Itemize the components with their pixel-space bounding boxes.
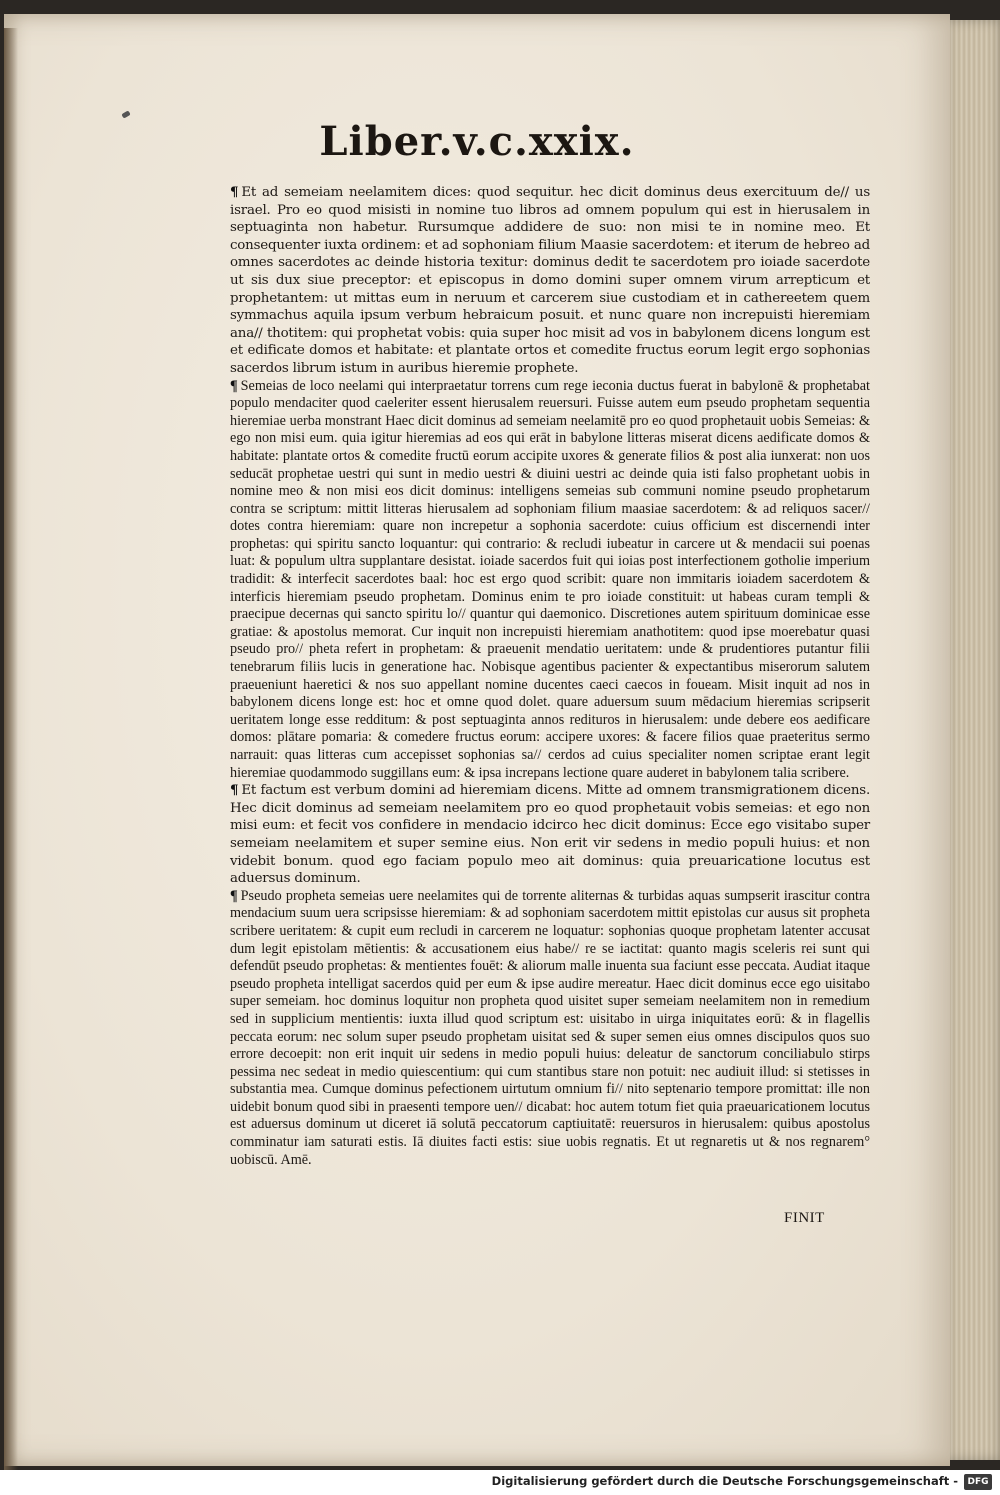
- paragraph-text: Et ad semeiam neelamitem dices: quod sequitur. hec dicit dominus deus exercituum de// us israel. Pro eo quod misisti in nomine tuo libros ad omnem populum qui est in hierusalem in septuaginta non habetur. Rursumque addidere de suo: non misi te in nomine meo. Et consequenter iuxta ordinem: et ad sophoniam filium Maasie sacerdotem: et iterum de hebreo ad omnes sacerdotes ac deinde historia texitur: dominus dedit te sacerdotem pro ioiade sacerdote ut sis dux siue preceptor: et episcopus in domo domini super omnem virum arrepticum et prophetantem: ut mittas eum in neruum et carcerem siue custodiam et in cathereetem quem symmachus aquila ipsum verbum hebraicum posuit. et nunc quare non increpuisti hieremiam ana// thotitem: qui prophetat vobis: quia super hoc misit ad vos in babylonem dicens longum est et edificate domos et habitate: et plantate ortos et comedite fructus eorum legit ergo sophonias sacerdos librum istum in auribus hieremie prophete.: [230, 185, 870, 376]
- paragraph-mark-icon: ¶: [230, 782, 239, 799]
- funding-credit: Digitalisierung gefördert durch die Deutsche Forschungsgemeinschaft -: [491, 1474, 958, 1488]
- paragraph-4: [230, 888, 870, 1170]
- paragraph-text: Semeias de loco neelami qui interpraetatur torrens cum rege ieconia ductus fuerat in babylonē & prophetabat populo mendaciter quod caeleriter essent hierusalem reuersuri. Fuisse autem eum pseudo prophetam sequentia hieremiae uerba monstrant Haec dicit dominus ad semeiam neelamitē pro eo quod prophetauit uobis Semeias: & ego non misi eum. quia igitur hieremias ad eos qui erāt in babylone litteras miserat dicens aedificate domos & habitate: plantate ortos & comedite fructū eorum accipite uxores & generate filios & post alia iunxerat: non uos seducāt prophetae uestri qui sunt in medio uestri & diuini uestri ac deinde quia isti falso prophetant uobis in nomine meo & non misi eos dicit dominus: intelligens semeias sub communi nomine pseudo prophetarum contra se scriptum: mittit litteras hierusalem ad sophoniam filium maasiae sacerdotem: & ad reliquos sacer// dotes contra hieremiam: quare non increpetur a sophonia sacerdote: cuius officium est discernendi inter prophetas: qui spiritu sancto loquantur: qui contrario: & recludi iubeatur in carcere ut & mendacii sui poenas luat: & populum ultra supplantare desistat. ioiade sacerdos fuit qui ioias post interfectionem gotholie imperium tradidit: & interfecit sacerdotes baal: hoc est ergo quod scribit: quare non immitaris ioiadem sacerdotem & interficis hieremiam pseudo prophetam. Dominus enim te pro ioiade constituit: ut habeas curam templi & praecipue decernas qui sancto spiritu lo// quantur qui daemonico. Discretiones autem spirituum dominicae esse gratiae: & apostolus memorat. Cur inquit non increpuisti hieremiam anathotitem: quod ipse moerebatur quasi pseudo pro// pheta refert in prophetam: & praeuenit mendatio ueritatem: unde & prudentiores putantur filii tenebrarum filiis lucis in generatione hac. Nobisque agentibus pacienter & expectantibus miserorum salutem praeueniunt haeretici & nos suo appellant nomine ducentes caeci caecos in foueam. Misit inquit ad nos in babylonem dicens longe est: hoc et omne quod dolet. quare aduersum suum mēdacium hieremias scripserit ueritatem longe esse redditum: & post septuaginta annos redituros in hierusalem: unde debere eos aedificare domos: plātare pomaria: & comedere fructus eorum: accipere uxores: & facere filios quae praeteritus sermo narrauit: quas litteras cum accepisset sophonias sa// cerdos ad cuius specialiter nomen scriptae erant legit hieremiae quodammodo suggillans eum: & ipsa increpans lectione quare auderet in babylonem talia scribere.: [230, 377, 870, 781]
- paragraph-mark-icon: ¶: [230, 184, 239, 200]
- footer-bar: [0, 1470, 1000, 1495]
- paragraph-1: [230, 184, 870, 378]
- book-page: [4, 14, 950, 1466]
- paragraph-text: Pseudo propheta semeias uere neelamites qui de torrente aliternas & turbidas aquas sumpserit irascitur contra mendacium suum uera scripsisse hieremiam: & ad sophoniam sacerdotem mittit epistolas cur ausus sit propheta scribere ueritatem: & cupit eum recludi in carcerem ne loquatur: sophonias quoque prophetam latenter accusat dum legit epistolam mētientis: & accusationem eius habe// re se iactitat: quanto magis sceleris rei sunt qui defendūt pseudo prophetas: & mentientes fouēt: & aliorum malle inuenta sua faciunt esse peccata. Audiat itaque pseudo propheta intelligat sacerdos quid per eum & ipse audire mereatur. Haec dicit dominus ecce ego uisitabo super semeiam. hoc dominus loquitur non propheta quod uisitet super semeiam neelamitem non in remedium sed in supplicium mentientis: iuxta illud quod scriptum est: uisitabo in uirga iniquitates eorū: & in flagellis peccata eorum: nec solum super pseudo prophetam uisitat sed & super semen eius omnes discipulos quos suo errore decoepit: non erit inquit uir sedens in medio populi huius: deleatur de sanctorum conciliabulo stirps pessima nec sedeat in medio quiescentium: qui cum stantibus stare non potuit: nec audiuit illud: si stetisses in substantia mea. Cumque dominus pefectionem uirtutum omnium fi// nito septenario tempore promittat: ille non uidebit bonum quod sibi in praesenti tempore uen// dicabat: hoc autem totum fiet quia praeuaricationem locutus est aduersus dominum ut diceret iā solutā peccatorum captiuitatē: reuersuros in hierusalem: quibus apostolus comminatur iam saturati estis. Iā diuites facti estis: siue uobis regnatis. Et ut regnaretis ut & nos regnarem° uobiscū. Amē.: [230, 887, 870, 1168]
- dfg-logo-icon: DFG: [964, 1474, 992, 1490]
- paragraph-3: [230, 782, 870, 888]
- paragraph-mark-icon: ¶: [230, 887, 238, 904]
- page-gutter-shadow: [4, 28, 18, 1470]
- paragraph-text: Et factum est verbum domini ad hieremiam dicens. Mitte ad omnem transmigrationem dicens. Hec dicit dominus ad semeiam neelamitem pro eo quod prophetauit vobis semeias: et ego non misi eum: et fecit vos confidere in mendacio idcirco hec dicit dominus: Ecce ego visitabo super semeiam neelamitem et super semine eius. Non erit vir sedens in medio populi huius: et non videbit bonum. quod ego faciam populo meo ait dominus: quia preuaricatione locutus est aduersus dominum.: [230, 783, 870, 887]
- page-heading: Liber.v.c.xxix.: [319, 118, 635, 165]
- paragraph-mark-icon: ¶: [230, 377, 238, 394]
- finit-label: FINIT: [784, 1210, 825, 1226]
- text-block: [230, 184, 870, 1169]
- paragraph-2: [230, 378, 870, 783]
- page-edges: [946, 20, 1000, 1460]
